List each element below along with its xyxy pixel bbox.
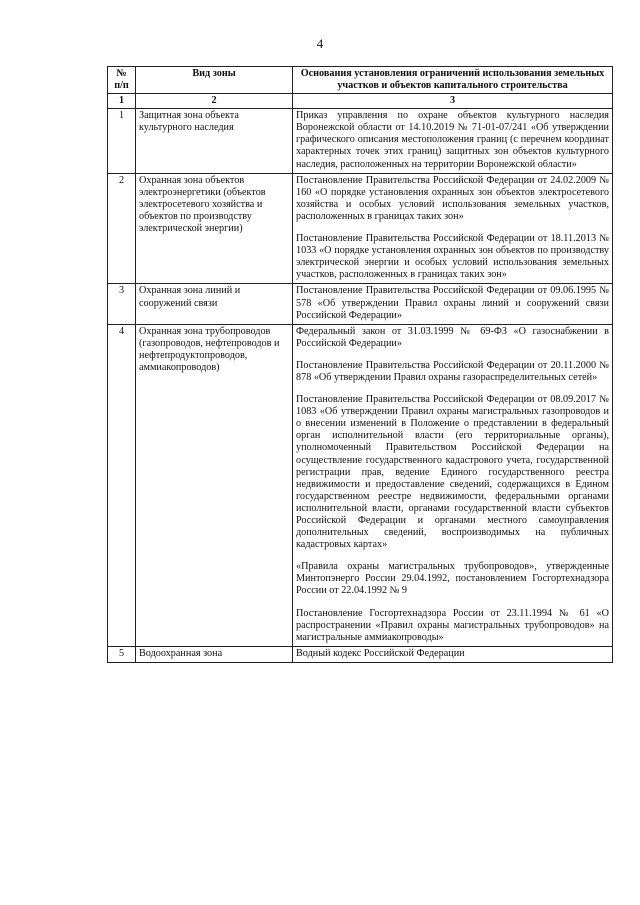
column-index: 3 bbox=[293, 94, 613, 109]
table-row bbox=[108, 173, 613, 284]
legal-basis bbox=[293, 109, 613, 173]
legal-basis-item: Федеральный закон от 31.03.1999 № 69-ФЗ «О газоснабжении в Российской Федерации» bbox=[296, 325, 609, 349]
legal-basis-item: Приказ управления по охране объектов культурного наследия Воронежской области от 14.10.2019 № 71-01-07/241 «Об утверждении графического описания местоположения границ (с перечнем координат характерных точек этих границ) защитных зон объектов культурного наследия, расположенных на территории Воронежской области» bbox=[296, 110, 609, 170]
legal-basis bbox=[293, 284, 613, 324]
legal-basis-item: Водный кодекс Российской Федерации bbox=[296, 647, 465, 659]
zone-type: Охранная зона трубопроводов (газопроводов, нефтепроводов и нефтепродуктопроводов, аммиакопроводов) bbox=[136, 324, 293, 646]
header-zone: Вид зоны bbox=[136, 67, 293, 94]
zone-type: Охранная зона объектов электроэнергетики (объектов электросетевого хозяйства и объектов по производству электрической энергии) bbox=[136, 173, 293, 284]
page-number: 4 bbox=[316, 36, 324, 51]
legal-basis bbox=[293, 324, 613, 646]
column-index: 1 bbox=[108, 94, 136, 109]
zone-type: Защитная зона объекта культурного наследия bbox=[136, 109, 293, 173]
row-number: 3 bbox=[108, 284, 136, 324]
legal-basis bbox=[293, 646, 613, 662]
legal-basis bbox=[293, 173, 613, 284]
table-header-row bbox=[108, 67, 613, 94]
table-row bbox=[108, 284, 613, 324]
legal-basis-item: «Правила охраны магистральных трубопроводов», утвержденные Минтопэнерго России 29.04.1992, постановлением Госгортехнадзора России от 22.04.1992 № 9 bbox=[296, 561, 609, 597]
row-number: 1 bbox=[108, 109, 136, 173]
legal-basis-item: Постановление Правительства Российской Федерации от 20.11.2000 № 878 «Об утверждении Правил охраны газораспределительных сетей» bbox=[296, 359, 609, 383]
legal-basis-item: Постановление Правительства Российской Федерации от 09.06.1995 № 578 «Об утверждении Правил охраны линий и сооружений связи Российской Федерации» bbox=[296, 285, 609, 321]
table-row bbox=[108, 324, 613, 646]
column-index-row bbox=[108, 94, 613, 109]
zone-type: Водоохранная зона bbox=[136, 646, 293, 662]
header-basis: Основания установления ограничений использования земельных участков и объектов капитального строительства bbox=[293, 67, 613, 94]
table-row bbox=[108, 109, 613, 173]
header-num: № п/п bbox=[108, 67, 136, 94]
restrictions-table bbox=[107, 66, 613, 663]
legal-basis-item: Постановление Правительства Российской Федерации от 24.02.2009 № 160 «О порядке установления охранных зон объектов электросетевого хозяйства и особых условий использования земельных участков, расположенных в границах таких зон» bbox=[296, 174, 609, 222]
row-number: 2 bbox=[108, 173, 136, 284]
row-number: 5 bbox=[108, 646, 136, 662]
legal-basis-item: Постановление Правительства Российской Федерации от 18.11.2013 № 1033 «О порядке установления охранных зон объектов по производству электрической энергии и особых условий использования земельных участков, расположенных в границах таких зон» bbox=[296, 233, 609, 281]
legal-basis-item: Постановление Правительства Российской Федерации от 08.09.2017 № 1083 «Об утверждении Правил охраны магистральных газопроводов и о внесении изменений в Положение о представлении в федеральный орган исполнительной власти (его территориальные органы), уполномоченный Правительством Российской Федерации на осуществление государственного кадастрового учета, государственной регистрации прав, ведение Единого государственного реестра недвижимости и предоставление сведений, содержащихся в Едином государственном реестре недвижимости, федеральными органами исполнительной власти, органами государственной власти субъектов Российской Федерации и органами местного самоуправления дополнительных сведений, воспроизводимых на публичных кадастровых картах» bbox=[296, 394, 609, 551]
row-number: 4 bbox=[108, 324, 136, 646]
zone-type: Охранная зона линий и сооружений связи bbox=[136, 284, 293, 324]
legal-basis-item: Постановление Госгортехнадзора России от 23.11.1994 № 61 «О распространении «Правил охраны магистральных трубопроводов» на магистральные аммиакопроводы» bbox=[296, 607, 609, 643]
column-index: 2 bbox=[136, 94, 293, 109]
table-row bbox=[108, 646, 613, 662]
